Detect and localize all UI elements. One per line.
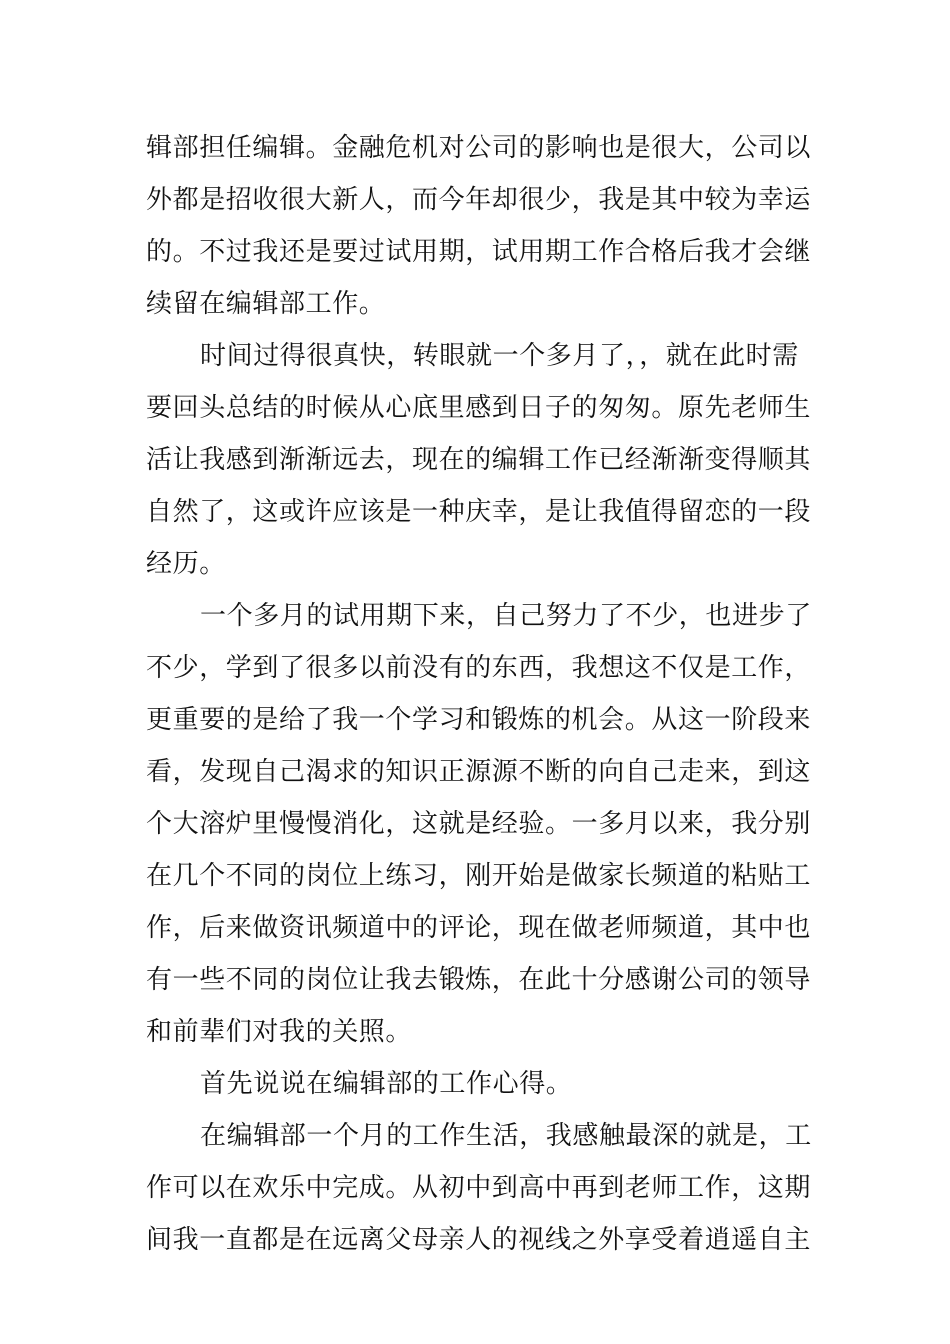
text-line-7: 活让我感到渐渐远去，现在的编辑工作已经渐渐变得顺其: [146, 445, 812, 475]
text-line-4: 续留在编辑部工作。: [146, 289, 386, 319]
text-line-22: 间我一直都是在远离父母亲人的视线之外享受着逍遥自主: [146, 1225, 812, 1255]
text-line-18: 和前辈们对我的关照。: [146, 1017, 413, 1047]
text-line-14: 个大溶炉里慢慢消化，这就是经验。一多月以来，我分别: [146, 809, 812, 839]
text-line-21: 作可以在欢乐中完成。从初中到高中再到老师工作，这期: [146, 1173, 812, 1203]
paragraph-start-line-5: 时间过得很真快，转眼就一个多月了，，就在此时需: [200, 341, 799, 371]
text-line-13: 看，发现自己渴求的知识正源源不断的向自己走来，到这: [146, 757, 812, 787]
text-line-16: 作，后来做资讯频道中的评论，现在做老师频道，其中也: [146, 913, 812, 943]
text-line-11: 不少，学到了很多以前没有的东西，我想这不仅是工作，: [146, 653, 812, 683]
text-line-2: 外都是招收很大新人，而今年却很少，我是其中较为幸运: [146, 185, 812, 215]
text-line-3: 的。不过我还是要过试用期，试用期工作合格后我才会继: [146, 237, 812, 267]
paragraph-start-line-20: 在编辑部一个月的工作生活，我感触最深的就是，工: [200, 1121, 812, 1151]
text-line-8: 自然了，这或许应该是一种庆幸，是让我值得留恋的一段: [146, 497, 812, 527]
text-line-17: 有一些不同的岗位让我去锻炼，在此十分感谢公司的领导: [146, 965, 812, 995]
text-line-9: 经历。: [146, 549, 226, 579]
text-line-1: 辑部担任编辑。金融危机对公司的影响也是很大，公司以: [146, 133, 812, 163]
text-line-6: 要回头总结的时候从心底里感到日子的匆匆。原先老师生: [146, 393, 812, 423]
text-line-15: 在几个不同的岗位上练习，刚开始是做家长频道的粘贴工: [146, 861, 812, 891]
paragraph-start-line-19: 首先说说在编辑部的工作心得。: [200, 1069, 573, 1099]
paragraph-start-line-10: 一个多月的试用期下来，自己努力了不少，也进步了: [200, 601, 812, 631]
text-line-12: 更重要的是给了我一个学习和锻炼的机会。从这一阶段来: [146, 705, 812, 735]
